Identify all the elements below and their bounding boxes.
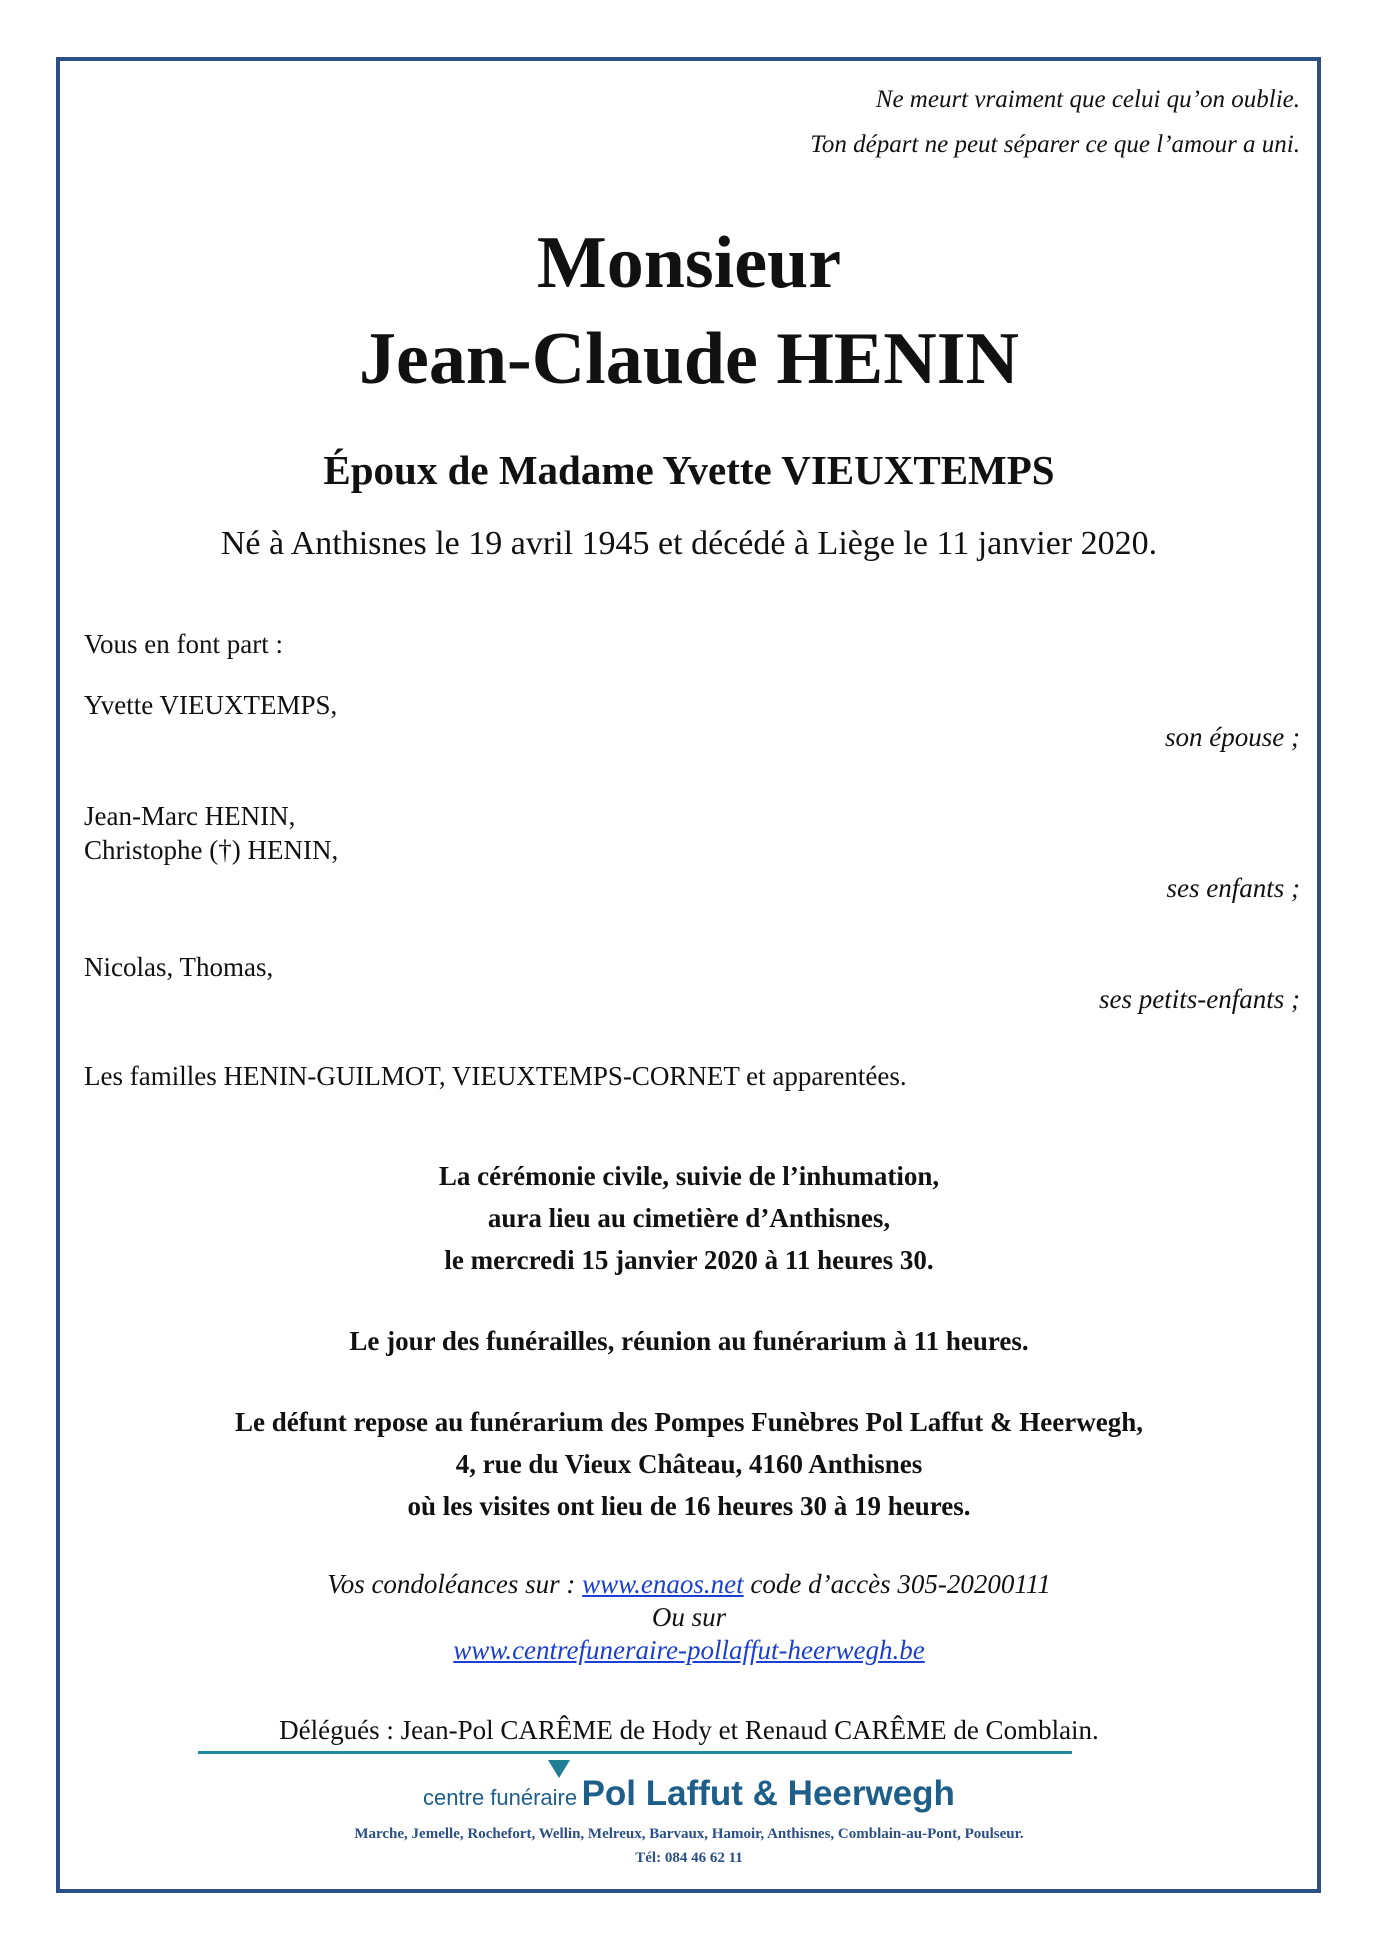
gathering-line: Le jour des funérailles, réunion au funérarium à 11 heures. <box>349 1326 1029 1356</box>
logo <box>0 1774 1378 1814</box>
enaos-link[interactable]: www.enaos.net <box>582 1569 744 1599</box>
footer-towns: Marche, Jemelle, Rochefort, Wellin, Melreux, Barvaux, Hamoir, Anthisnes, Comblain-au-Pont, Poulseur. <box>354 1826 1024 1842</box>
birth-death-line: Né à Anthisnes le 19 avril 1945 et décédé à Liège le 11 janvier 2020. <box>220 525 1158 562</box>
title-name: Jean-Claude HENIN <box>359 318 1019 400</box>
condolences-line-2 <box>0 1634 1378 1667</box>
rest-line-2: 4, rue du Vieux Château, 4160 Anthisnes <box>455 1449 923 1479</box>
children-relation: ses enfants ; <box>1166 873 1300 903</box>
child-2-name: Christophe (†) HENIN, <box>84 835 339 865</box>
spouse-name: Yvette VIEUXTEMPS, <box>84 690 338 720</box>
title-monsieur: Monsieur <box>536 222 842 304</box>
ceremony-line-3: le mercredi 15 janvier 2020 à 11 heures 30. <box>444 1245 934 1275</box>
condolences-line <box>0 1568 1378 1601</box>
footer-tel: Tél: 084 46 62 11 <box>635 1850 743 1866</box>
condolences-or: Ou sur <box>651 1602 727 1632</box>
epigraph-line-1: Ne meurt vraiment que celui qu’on oublie. <box>875 86 1300 113</box>
funeral-home-link[interactable]: www.centrefuneraire-pollaffut-heerwegh.be <box>453 1635 925 1665</box>
spouse-line: Époux de Madame Yvette VIEUXTEMPS <box>323 447 1055 493</box>
logo-small-text: centre funéraire <box>423 1785 578 1810</box>
families-line: Les familles HENIN-GUILMOT, VIEUXTEMPS-CORNET et apparentées. <box>84 1061 907 1091</box>
delegates-line: Délégués : Jean-Pol CARÊME de Hody et Renaud CARÊME de Comblain. <box>279 1715 1099 1745</box>
grandchildren-names: Nicolas, Thomas, <box>84 952 274 982</box>
spouse-relation: son épouse ; <box>1165 722 1300 752</box>
ceremony-line-1: La cérémonie civile, suivie de l’inhumation, <box>438 1161 940 1191</box>
epigraph-line-2: Ton départ ne peut séparer ce que l’amour a uni. <box>810 131 1300 158</box>
ceremony-line-2: aura lieu au cimetière d’Anthisnes, <box>487 1203 891 1233</box>
condolences-prefix: Vos condoléances sur : <box>327 1569 583 1599</box>
family-intro: Vous en font part : <box>84 629 283 659</box>
rest-line-3: où les visites ont lieu de 16 heures 30 à 19 heures. <box>407 1491 971 1521</box>
logo-rule <box>198 1751 1072 1754</box>
rest-line-1: Le défunt repose au funérarium des Pompes Funèbres Pol Laffut & Heerwegh, <box>235 1407 1143 1437</box>
logo-big-text: Pol Laffut & Heerwegh <box>581 1774 955 1813</box>
grandchildren-relation: ses petits-enfants ; <box>1099 984 1300 1014</box>
child-1-name: Jean-Marc HENIN, <box>84 801 296 831</box>
access-code: code d’accès 305-20200111 <box>743 1569 1051 1599</box>
